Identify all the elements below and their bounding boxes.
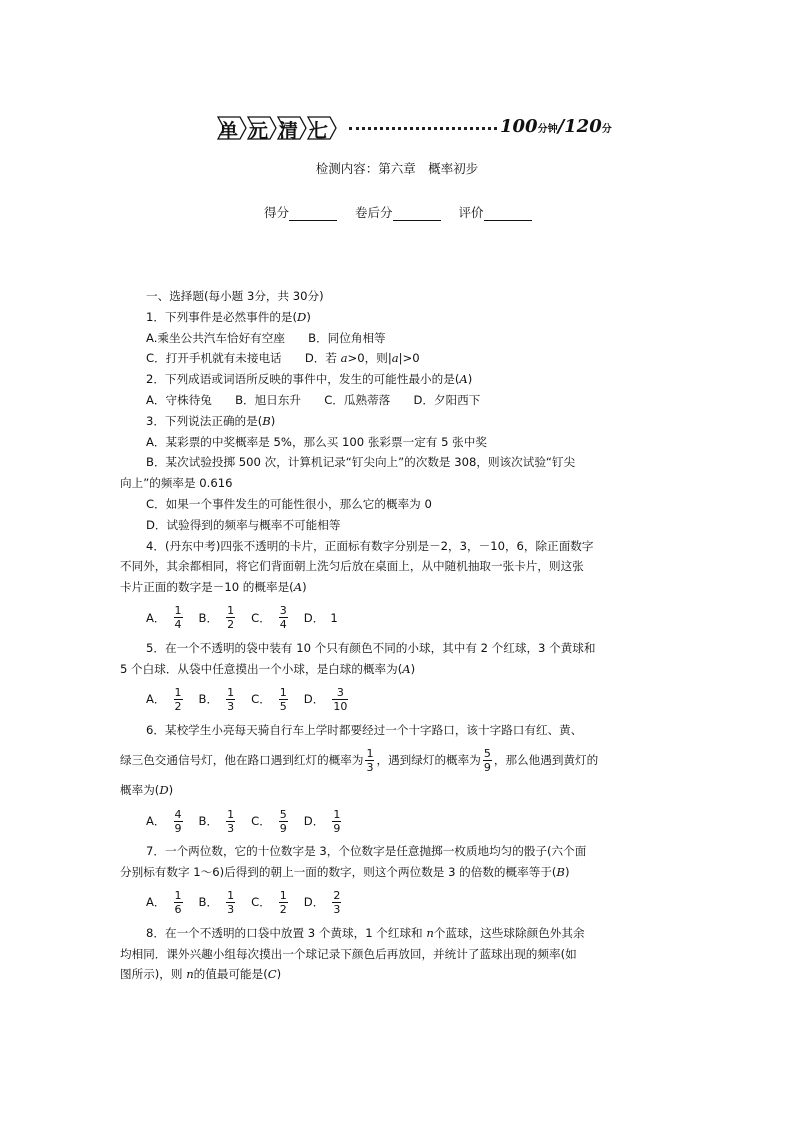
title-char-2: 元 — [249, 120, 269, 142]
fraction — [332, 889, 341, 916]
option-label: B． — [198, 692, 219, 707]
denominator: 6 — [174, 903, 182, 917]
numerator: 1 — [279, 889, 287, 903]
q5-line2 — [120, 659, 652, 680]
q2-stem-text: 2．下列成语或词语所反映的事件中，发生的可能性最小的是( — [146, 372, 460, 387]
option-label: A． — [146, 813, 166, 828]
denominator: 10 — [333, 700, 348, 714]
option-label: C． — [251, 895, 271, 910]
q2-options: A．守株待兔 B．旭日东升 C．瓜熟蒂落 D．夕阳西下 — [146, 392, 481, 407]
q3-stem — [146, 411, 652, 432]
title-char-4: 七 — [309, 120, 329, 142]
numerator: 1 — [333, 807, 341, 821]
denominator: 4 — [279, 618, 287, 632]
q4-option-c — [251, 604, 290, 631]
denominator: 2 — [279, 903, 287, 917]
fraction — [226, 604, 235, 631]
q1-close: ) — [306, 309, 311, 324]
option-label: C． — [251, 610, 271, 625]
q3-stem-text: 3．下列说法正确的是( — [146, 413, 263, 428]
score-value: 120 — [564, 116, 602, 137]
numerator: 5 — [279, 807, 287, 821]
q8-line3-b: 的值最可能是( — [193, 967, 268, 982]
fraction — [279, 808, 288, 835]
score-blank[interactable] — [289, 208, 337, 221]
q1-answer: D — [297, 309, 307, 324]
q5-option-c — [251, 686, 290, 713]
denominator: 9 — [333, 821, 341, 835]
numerator: 1 — [279, 686, 287, 700]
q1-var-a2: a — [391, 351, 399, 366]
q1-row2-c: |>0 — [398, 351, 420, 366]
q6-line2-c: ，那么他遇到黄灯的 — [493, 752, 599, 767]
q6-option-d — [304, 808, 344, 835]
q7-option-a — [146, 889, 185, 916]
title-char-1: 单 — [219, 120, 239, 142]
q4-answer: A — [293, 580, 303, 595]
numerator: 1 — [227, 686, 235, 700]
denominator: 9 — [483, 760, 491, 774]
numerator: 4 — [174, 807, 182, 821]
q1-var-a: a — [340, 351, 348, 366]
q8-var-n2: n — [186, 967, 194, 982]
q6-answer: D — [159, 783, 169, 798]
q3-option-d: D．试验得到的频率与概率不可能相等 — [146, 517, 341, 532]
questions — [120, 286, 652, 985]
denominator: 3 — [227, 700, 235, 714]
q4-close: ) — [302, 580, 307, 595]
q3-option-a: A．某彩票的中奖概率是 5%，那么买 100 张彩票一定有 5 张中奖 — [146, 434, 487, 449]
denominator: 4 — [174, 618, 182, 632]
q8-var-n: n — [426, 925, 434, 940]
q4-options — [146, 598, 652, 638]
option-value: 1 — [330, 610, 338, 625]
unit-banner — [214, 114, 614, 142]
denominator: 9 — [174, 821, 182, 835]
numerator: 1 — [227, 889, 235, 903]
numerator: 1 — [174, 604, 182, 618]
q1-options-row1: A.乘坐公共汽车恰好有空座 B．同位角相等 — [146, 330, 386, 345]
score-label: 得分 — [264, 205, 290, 220]
q7-options — [146, 883, 652, 923]
q2-answer: A — [459, 372, 468, 387]
numerator: 3 — [279, 604, 287, 618]
time-separator: / — [557, 116, 565, 137]
option-label: A． — [146, 692, 166, 707]
q3-close: ) — [270, 413, 276, 428]
q7-line2-text: 分别标有数字 1～6)后得到的朝上一面的数字，则这个两位数是 3 的倍数的概率等于( — [120, 864, 557, 879]
option-label: D． — [303, 610, 325, 625]
q2-stem — [146, 369, 652, 390]
q2-close: ) — [467, 372, 473, 387]
q8-line1-b: 个蓝球，这些球除颜色外其余 — [433, 925, 585, 940]
denominator: 3 — [227, 821, 235, 835]
fraction — [279, 604, 288, 631]
option-label: C． — [251, 813, 271, 828]
numerator: 2 — [333, 889, 341, 903]
q4-line2: 不同外，其余都相同，将它们背面朝上洗匀后放在桌面上，从中随机抽取一张卡片，则这张 — [120, 559, 584, 574]
q4-option-b — [199, 604, 238, 631]
option-label: B． — [198, 813, 219, 828]
q8-line3 — [120, 964, 652, 985]
option-label: C． — [251, 692, 271, 707]
q7-close: ) — [564, 864, 570, 879]
q8-line3-a: 图所示)，则 — [120, 967, 187, 982]
denominator: 2 — [227, 618, 235, 632]
fraction — [174, 808, 183, 835]
denominator: 9 — [279, 821, 287, 835]
numerator: 1 — [366, 746, 374, 760]
red-light-fraction — [365, 747, 374, 774]
q6-options — [146, 801, 652, 841]
denominator: 3 — [366, 760, 374, 774]
fraction — [332, 686, 348, 713]
q1-options-row2 — [146, 348, 652, 369]
title-char-3: 清 — [279, 120, 299, 142]
q5-options — [146, 680, 652, 720]
fraction — [279, 889, 288, 916]
q8-line1 — [146, 923, 652, 944]
numerator: 5 — [483, 746, 491, 760]
option-label: D． — [303, 895, 325, 910]
evaluation-label: 评价 — [458, 205, 484, 220]
q8-line2: 均相同．课外兴趣小组每次摸出一个球记录下颜色后再放回，并统计了蓝球出现的频率(如 — [120, 946, 577, 961]
q7-option-d — [304, 889, 344, 916]
q5-option-d — [304, 686, 351, 713]
fraction — [174, 604, 183, 631]
q8-line1-a: 8．在一个不透明的口袋中放置 3 个黄球，1 个红球和 — [146, 925, 427, 940]
q1-row2-a: C．打开手机就有未接电话 D．若 — [146, 351, 341, 366]
score-unit: 分 — [601, 124, 612, 135]
time-value: 100 — [500, 116, 538, 137]
time-unit: 分钟 — [537, 124, 558, 135]
denominator: 5 — [279, 700, 287, 714]
q6-line2-b: ，遇到绿灯的概率为 — [376, 752, 481, 767]
fraction — [226, 889, 235, 916]
q3-option-b-line1: B．某次试验投掷 500 次，计算机记录“钉尖向上”的次数是 308，则该次试验“钉尖 — [146, 455, 576, 470]
option-label: B． — [198, 610, 219, 625]
q7-line2 — [120, 862, 652, 883]
q1-stem — [146, 307, 652, 328]
fraction — [226, 686, 235, 713]
numerator: 3 — [332, 686, 348, 700]
dotted-leader — [349, 127, 497, 130]
q8-close: ) — [276, 967, 282, 982]
numerator: 1 — [174, 686, 182, 700]
denominator: 2 — [174, 700, 182, 714]
q3-option-c: C．如果一个事件发生的可能性很小，那么它的概率为 0 — [146, 496, 432, 511]
option-label: D． — [303, 692, 325, 707]
q4-option-d — [304, 608, 338, 629]
q8-answer: C — [267, 967, 277, 982]
q7-option-c — [251, 889, 290, 916]
q3-option-b-line2: 向上”的频率是 0.616 — [120, 476, 233, 491]
numerator: 1 — [227, 604, 235, 618]
q5-close: ) — [410, 661, 416, 676]
q5-line2-text: 5 个白球．从袋中任意摸出一个小球，是白球的概率为( — [120, 661, 403, 676]
q4-line3-text: 卡片正面的数字是－10 的概率是( — [120, 580, 294, 595]
q3-answer: B — [262, 413, 271, 428]
q6-option-b — [199, 808, 238, 835]
option-label: A． — [146, 610, 166, 625]
q6-line3-text: 概率为( — [120, 783, 160, 798]
denominator: 3 — [227, 903, 235, 917]
q6-close: ) — [168, 783, 174, 798]
time-score-label — [500, 116, 612, 137]
numerator: 1 — [174, 889, 182, 903]
q5-answer: A — [402, 661, 411, 676]
q6-line2-a: 绿三色交通信号灯，他在路口遇到红灯的概率为 — [120, 752, 364, 767]
subtitle: 检测内容：第六章 概率初步 — [315, 161, 479, 176]
q4-option-a — [146, 604, 185, 631]
denominator: 3 — [333, 903, 341, 917]
score-fields — [264, 203, 546, 221]
option-label: A． — [146, 895, 166, 910]
q4-line1: 4．(丹东中考)四张不透明的卡片，正面标有数字分别是－2，3，－10，6，除正面数字 — [146, 538, 594, 553]
q4-line3 — [120, 577, 652, 598]
option-label: D． — [303, 813, 325, 828]
q5-option-a — [146, 686, 185, 713]
fraction — [332, 808, 341, 835]
option-label: B． — [198, 895, 219, 910]
post-score-label: 卷后分 — [355, 205, 393, 220]
q1-stem-text: 1．下列事件是必然事件的是( — [146, 309, 298, 324]
q6-line1: 6．某校学生小亮每天骑自行车上学时都要经过一个十字路口，该十字路口有红、黄、 — [146, 722, 583, 737]
green-light-fraction — [483, 747, 492, 774]
q6-line3 — [120, 780, 652, 801]
q5-option-b — [199, 686, 238, 713]
q6-option-a — [146, 808, 185, 835]
evaluation-blank[interactable] — [484, 208, 532, 221]
post-score-blank[interactable] — [393, 208, 441, 221]
q7-answer: B — [556, 864, 565, 879]
fraction — [279, 686, 288, 713]
q6-option-c — [251, 808, 290, 835]
q5-line1: 5．在一个不透明的袋中装有 10 个只有颜色不同的小球，其中有 2 个红球，3 个黄球和 — [146, 640, 596, 655]
q7-line1: 7．一个两位数，它的十位数字是 3，个位数字是任意抛掷一枚质地均匀的骰子(六个面 — [146, 844, 587, 859]
fraction — [174, 889, 183, 916]
q6-line2 — [120, 740, 652, 780]
fraction — [226, 808, 235, 835]
q1-row2-b: >0，则| — [347, 351, 392, 366]
fraction — [174, 686, 183, 713]
section-heading: 一、选择题(每小题 3分，共 30分) — [146, 289, 324, 303]
numerator: 1 — [227, 807, 235, 821]
q7-option-b — [199, 889, 238, 916]
